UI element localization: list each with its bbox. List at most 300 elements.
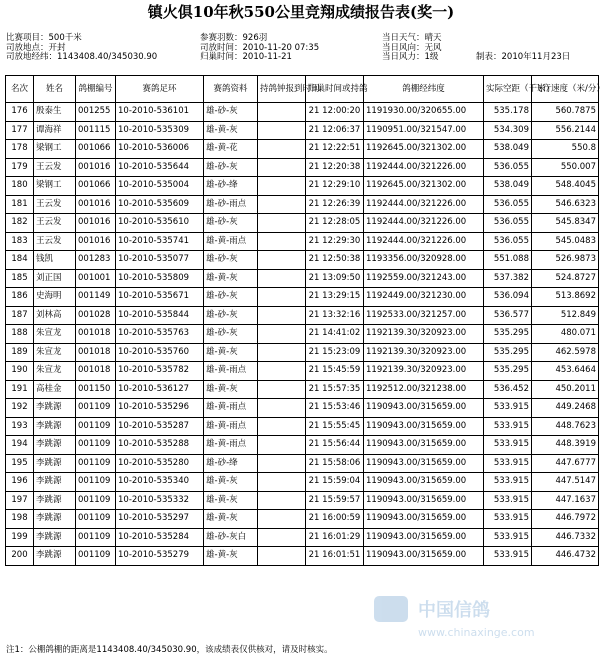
cell-speed: 512.849: [532, 306, 599, 325]
header-rank: 名次: [6, 76, 34, 103]
header-clock-time: 持鸽钟报到时间: [258, 76, 306, 103]
cell-clock-time: [258, 214, 306, 233]
cell-distance: 536.055: [484, 158, 532, 177]
cell-ring: 10-2010-535844: [116, 306, 204, 325]
cell-return-time: 21 15:45:59: [306, 362, 364, 381]
cell-loft-id: 001109: [76, 417, 116, 436]
table-row: [6, 417, 599, 436]
cell-name: 王云发: [34, 195, 76, 214]
cell-ring: 10-2010-535287: [116, 417, 204, 436]
cell-ring: 10-2010-535279: [116, 547, 204, 566]
footer-note: 注1：公棚鸽棚的距离是1143408.40/345030.90，该成绩表仅供核对，请及时核实。: [6, 645, 333, 655]
cell-distance: 536.055: [484, 214, 532, 233]
cell-bird-info: 雄-砂-绛: [204, 454, 258, 473]
cell-coords: 1190943.00/315659.00: [364, 547, 484, 566]
cell-return-time: 21 14:41:02: [306, 325, 364, 344]
cell-name: 梁钢工: [34, 177, 76, 196]
cell-rank: 200: [6, 547, 34, 566]
cell-ring: 10-2010-535332: [116, 491, 204, 510]
meta-wind-force: 当日风力：1级: [382, 52, 439, 62]
cell-rank: 191: [6, 380, 34, 399]
cell-distance: 535.295: [484, 325, 532, 344]
cell-speed: 550.8: [532, 140, 599, 159]
cell-speed: 545.8347: [532, 214, 599, 233]
cell-clock-time: [258, 343, 306, 362]
cell-rank: 179: [6, 158, 34, 177]
cell-clock-time: [258, 269, 306, 288]
cell-distance: 536.452: [484, 380, 532, 399]
table-row: [6, 473, 599, 492]
cell-loft-id: 001283: [76, 251, 116, 270]
cell-coords: 1190943.00/315659.00: [364, 454, 484, 473]
cell-rank: 184: [6, 251, 34, 270]
cell-coords: 1190943.00/315659.00: [364, 417, 484, 436]
cell-return-time: 21 15:23:09: [306, 343, 364, 362]
cell-name: 刘林高: [34, 306, 76, 325]
cell-ring: 10-2010-535296: [116, 399, 204, 418]
cell-return-time: 21 12:22:51: [306, 140, 364, 159]
cell-speed: 447.1637: [532, 491, 599, 510]
cell-return-time: 21 16:01:51: [306, 547, 364, 566]
cell-rank: 194: [6, 436, 34, 455]
cell-ring: 10-2010-535763: [116, 325, 204, 344]
table-row: [6, 362, 599, 381]
cell-distance: 551.088: [484, 251, 532, 270]
report-title: 镇火俱10年秋550公里竞翔成绩报告表(奖一): [147, 3, 455, 21]
cell-loft-id: 001149: [76, 288, 116, 307]
cell-return-time: 21 13:29:15: [306, 288, 364, 307]
cell-coords: 1192139.30/320923.00: [364, 343, 484, 362]
meta-made-date: 制表：2010年11月23日: [476, 52, 571, 62]
cell-name: 谭海祥: [34, 121, 76, 140]
cell-distance: 536.094: [484, 288, 532, 307]
cell-return-time: 21 15:59:04: [306, 473, 364, 492]
cell-rank: 199: [6, 528, 34, 547]
cell-bird-info: 雄-砂-灰: [204, 251, 258, 270]
table-row: [6, 547, 599, 566]
cell-distance: 533.915: [484, 547, 532, 566]
cell-clock-time: [258, 417, 306, 436]
table-row: [6, 306, 599, 325]
cell-clock-time: [258, 158, 306, 177]
cell-name: 王云发: [34, 232, 76, 251]
cell-bird-info: 雄-黄-灰: [204, 510, 258, 529]
table-row: [6, 510, 599, 529]
cell-distance: 537.382: [484, 269, 532, 288]
cell-bird-info: 雄-砂-灰: [204, 214, 258, 233]
cell-loft-id: 001016: [76, 214, 116, 233]
cell-distance: 538.049: [484, 140, 532, 159]
cell-clock-time: [258, 362, 306, 381]
cell-rank: 177: [6, 121, 34, 140]
cell-bird-info: 雄-黄-灰: [204, 473, 258, 492]
cell-name: 朱宣龙: [34, 325, 76, 344]
cell-coords: 1190943.00/315659.00: [364, 528, 484, 547]
svg-text:中国信鸽: 中国信鸽: [418, 600, 490, 621]
cell-loft-id: 001066: [76, 177, 116, 196]
cell-return-time: 21 15:57:35: [306, 380, 364, 399]
cell-speed: 524.8727: [532, 269, 599, 288]
cell-distance: 533.915: [484, 417, 532, 436]
cell-loft-id: 001016: [76, 158, 116, 177]
cell-coords: 1192444.00/321226.00: [364, 158, 484, 177]
cell-rank: 178: [6, 140, 34, 159]
table-row: [6, 121, 599, 140]
cell-rank: 180: [6, 177, 34, 196]
cell-loft-id: 001016: [76, 232, 116, 251]
meta-wind-direction: 当日风向：无风: [382, 42, 442, 53]
cell-distance: 533.915: [484, 491, 532, 510]
cell-ring: 10-2010-536127: [116, 380, 204, 399]
cell-speed: 556.2144: [532, 121, 599, 140]
cell-rank: 192: [6, 399, 34, 418]
cell-distance: 536.055: [484, 195, 532, 214]
cell-ring: 10-2010-535297: [116, 510, 204, 529]
cell-distance: 535.178: [484, 103, 532, 122]
cell-loft-id: 001109: [76, 510, 116, 529]
cell-return-time: 21 13:09:50: [306, 269, 364, 288]
cell-bird-info: 雄-砂-灰: [204, 158, 258, 177]
cell-bird-info: 雄-黄-灰: [204, 491, 258, 510]
cell-rank: 197: [6, 491, 34, 510]
cell-loft-id: 001255: [76, 103, 116, 122]
cell-speed: 447.6777: [532, 454, 599, 473]
cell-return-time: 21 12:06:37: [306, 121, 364, 140]
cell-speed: 462.5978: [532, 343, 599, 362]
cell-bird-info: 雄-黄-灰: [204, 380, 258, 399]
table-row: [6, 177, 599, 196]
header-coords: 鸽棚经纬度: [364, 76, 484, 103]
cell-loft-id: 001066: [76, 140, 116, 159]
cell-clock-time: [258, 473, 306, 492]
results-table: [5, 75, 605, 566]
cell-rank: 183: [6, 232, 34, 251]
cell-coords: 1192444.00/321226.00: [364, 232, 484, 251]
cell-ring: 10-2010-535288: [116, 436, 204, 455]
table-row: [6, 195, 599, 214]
cell-ring: 10-2010-535340: [116, 473, 204, 492]
cell-return-time: 21 15:53:46: [306, 399, 364, 418]
cell-clock-time: [258, 251, 306, 270]
cell-distance: 533.915: [484, 399, 532, 418]
cell-loft-id: 001018: [76, 362, 116, 381]
table-row: [6, 325, 599, 344]
cell-distance: 535.295: [484, 343, 532, 362]
header-ring: 赛鸽足环: [116, 76, 204, 103]
cell-clock-time: [258, 232, 306, 251]
cell-bird-info: 雄-砂-绛: [204, 177, 258, 196]
cell-loft-id: 001109: [76, 399, 116, 418]
cell-distance: 533.915: [484, 454, 532, 473]
cell-clock-time: [258, 121, 306, 140]
cell-coords: 1192139.30/320923.00: [364, 325, 484, 344]
cell-bird-info: 雄-黄-雨点: [204, 232, 258, 251]
cell-ring: 10-2010-535609: [116, 195, 204, 214]
table-row: [6, 232, 599, 251]
cell-name: 史海明: [34, 288, 76, 307]
cell-loft-id: 001150: [76, 380, 116, 399]
cell-coords: 1190943.00/315659.00: [364, 399, 484, 418]
header-distance: 实际空距（千米）: [484, 76, 532, 103]
cell-distance: 533.915: [484, 473, 532, 492]
cell-coords: 1193356.00/320928.00: [364, 251, 484, 270]
cell-name: 殷泰生: [34, 103, 76, 122]
cell-rank: 193: [6, 417, 34, 436]
cell-bird-info: 雄-黄-雨点: [204, 417, 258, 436]
cell-speed: 446.7332: [532, 528, 599, 547]
cell-distance: 533.915: [484, 528, 532, 547]
cell-name: 钱凯: [34, 251, 76, 270]
cell-ring: 10-2010-535280: [116, 454, 204, 473]
cell-speed: 526.9873: [532, 251, 599, 270]
cell-return-time: 21 16:00:59: [306, 510, 364, 529]
cell-return-time: 21 15:59:57: [306, 491, 364, 510]
cell-clock-time: [258, 491, 306, 510]
cell-speed: 447.5147: [532, 473, 599, 492]
cell-bird-info: 雄-黄-灰: [204, 547, 258, 566]
header-name: 姓名: [34, 76, 76, 103]
meta-return-date: 归巢时间：2010-11-21: [200, 52, 292, 62]
table-row: [6, 140, 599, 159]
cell-return-time: 21 12:20:38: [306, 158, 364, 177]
cell-name: 刘正国: [34, 269, 76, 288]
cell-name: 李跳源: [34, 547, 76, 566]
cell-clock-time: [258, 547, 306, 566]
cell-rank: 198: [6, 510, 34, 529]
cell-coords: 1191930.00/320655.00: [364, 103, 484, 122]
cell-ring: 10-2010-535309: [116, 121, 204, 140]
cell-speed: 450.2011: [532, 380, 599, 399]
header-return-time: 归巢时间或持鸽: [306, 76, 364, 103]
cell-ring: 10-2010-535782: [116, 362, 204, 381]
cell-clock-time: [258, 177, 306, 196]
cell-coords: 1192533.00/321257.00: [364, 306, 484, 325]
cell-bird-info: 雄-砂-灰: [204, 103, 258, 122]
cell-coords: 1192444.00/321226.00: [364, 214, 484, 233]
cell-ring: 10-2010-535741: [116, 232, 204, 251]
cell-bird-info: 雄-砂-灰白: [204, 528, 258, 547]
cell-coords: 1190943.00/315659.00: [364, 491, 484, 510]
table-row: [6, 528, 599, 547]
cell-rank: 195: [6, 454, 34, 473]
cell-name: 朱宣龙: [34, 343, 76, 362]
cell-coords: 1192139.30/320923.00: [364, 362, 484, 381]
cell-distance: 533.915: [484, 510, 532, 529]
cell-loft-id: 001001: [76, 269, 116, 288]
cell-distance: 534.309: [484, 121, 532, 140]
meta-weather: 当日天气：晴天: [382, 33, 442, 43]
cell-name: 李跳源: [34, 454, 76, 473]
header-bird-info: 赛鸽资料: [204, 76, 258, 103]
cell-name: 梁钢工: [34, 140, 76, 159]
cell-speed: 545.0483: [532, 232, 599, 251]
meta-event: 比赛项目：500千米: [6, 33, 82, 43]
table-row: [6, 454, 599, 473]
cell-bird-info: 雄-砂-灰: [204, 306, 258, 325]
cell-rank: 176: [6, 103, 34, 122]
cell-clock-time: [258, 306, 306, 325]
table-row: [6, 103, 599, 122]
cell-speed: 480.071: [532, 325, 599, 344]
cell-bird-info: 雄-砂-雨点: [204, 195, 258, 214]
cell-loft-id: 001109: [76, 473, 116, 492]
header-loft-id: 鸽棚编号: [76, 76, 116, 103]
cell-rank: 181: [6, 195, 34, 214]
cell-ring: 10-2010-535077: [116, 251, 204, 270]
cell-clock-time: [258, 140, 306, 159]
cell-return-time: 21 15:55:45: [306, 417, 364, 436]
meta-release-coords: 司放地经纬：1143408.40/345030.90: [6, 52, 158, 62]
cell-return-time: 21 12:28:05: [306, 214, 364, 233]
table-row: [6, 380, 599, 399]
cell-loft-id: 001018: [76, 343, 116, 362]
cell-rank: 196: [6, 473, 34, 492]
table-row: [6, 436, 599, 455]
cell-name: 王云发: [34, 214, 76, 233]
cell-coords: 1192449.00/321230.00: [364, 288, 484, 307]
cell-name: 李跳源: [34, 436, 76, 455]
cell-name: 王云发: [34, 158, 76, 177]
cell-speed: 560.7875: [532, 103, 599, 122]
cell-coords: 1192559.00/321243.00: [364, 269, 484, 288]
cell-ring: 10-2010-535284: [116, 528, 204, 547]
cell-rank: 187: [6, 306, 34, 325]
cell-bird-info: 雄-黄-花: [204, 140, 258, 159]
cell-ring: 10-2010-536006: [116, 140, 204, 159]
cell-speed: 448.7623: [532, 417, 599, 436]
table-row: [6, 251, 599, 270]
cell-clock-time: [258, 510, 306, 529]
cell-bird-info: 雄-砂-灰: [204, 325, 258, 344]
cell-name: 李跳源: [34, 473, 76, 492]
cell-loft-id: 001018: [76, 325, 116, 344]
cell-distance: 538.049: [484, 177, 532, 196]
cell-rank: 188: [6, 325, 34, 344]
cell-bird-info: 雄-黄-灰: [204, 269, 258, 288]
table-row: [6, 288, 599, 307]
cell-loft-id: 001028: [76, 306, 116, 325]
cell-speed: 446.4732: [532, 547, 599, 566]
cell-ring: 10-2010-535610: [116, 214, 204, 233]
cell-loft-id: 001109: [76, 436, 116, 455]
cell-bird-info: 雄-黄-雨点: [204, 362, 258, 381]
cell-loft-id: 001016: [76, 195, 116, 214]
cell-return-time: 21 12:29:10: [306, 177, 364, 196]
cell-coords: 1192444.00/321226.00: [364, 195, 484, 214]
cell-loft-id: 001109: [76, 528, 116, 547]
cell-speed: 448.3919: [532, 436, 599, 455]
cell-clock-time: [258, 436, 306, 455]
cell-clock-time: [258, 325, 306, 344]
cell-distance: 536.055: [484, 232, 532, 251]
table-row: [6, 214, 599, 233]
cell-ring: 10-2010-535760: [116, 343, 204, 362]
cell-clock-time: [258, 103, 306, 122]
cell-ring: 10-2010-535671: [116, 288, 204, 307]
watermark-url: www.chinaxinge.com: [418, 626, 535, 639]
cell-return-time: 21 15:58:06: [306, 454, 364, 473]
cell-name: 李跳源: [34, 491, 76, 510]
cell-ring: 10-2010-535644: [116, 158, 204, 177]
cell-return-time: 21 12:29:30: [306, 232, 364, 251]
cell-clock-time: [258, 454, 306, 473]
cell-rank: 190: [6, 362, 34, 381]
cell-coords: 1192645.00/321302.00: [364, 177, 484, 196]
cell-name: 李跳源: [34, 399, 76, 418]
cell-coords: 1192512.00/321238.00: [364, 380, 484, 399]
table-row: [6, 343, 599, 362]
cell-ring: 10-2010-535809: [116, 269, 204, 288]
header-speed: 飞行速度（米/分）: [532, 76, 599, 103]
cell-ring: 10-2010-536101: [116, 103, 204, 122]
meta-middle: [200, 34, 319, 63]
cell-bird-info: 雄-黄-雨点: [204, 436, 258, 455]
cell-speed: 548.4045: [532, 177, 599, 196]
cell-speed: 446.7972: [532, 510, 599, 529]
cell-clock-time: [258, 528, 306, 547]
cell-name: 李跳源: [34, 510, 76, 529]
cell-name: 朱宣龙: [34, 362, 76, 381]
cell-bird-info: 雄-黄-灰: [204, 121, 258, 140]
cell-rank: 189: [6, 343, 34, 362]
cell-speed: 513.8692: [532, 288, 599, 307]
cell-clock-time: [258, 195, 306, 214]
cell-bird-info: 雄-黄-灰: [204, 343, 258, 362]
cell-rank: 186: [6, 288, 34, 307]
cell-loft-id: 001109: [76, 454, 116, 473]
cell-bird-info: 雄-黄-雨点: [204, 399, 258, 418]
cell-distance: 533.915: [484, 436, 532, 455]
table-header-row: [6, 76, 599, 103]
cell-return-time: 21 13:32:16: [306, 306, 364, 325]
cell-coords: 1192645.00/321302.00: [364, 140, 484, 159]
cell-distance: 536.577: [484, 306, 532, 325]
cell-bird-info: 雄-砂-灰: [204, 288, 258, 307]
cell-return-time: 21 15:56:44: [306, 436, 364, 455]
cell-clock-time: [258, 288, 306, 307]
cell-clock-time: [258, 399, 306, 418]
cell-loft-id: 001115: [76, 121, 116, 140]
cell-name: 李跳源: [34, 417, 76, 436]
cell-coords: 1190951.00/321547.00: [364, 121, 484, 140]
meta-release-site: 司放地点：开封: [6, 42, 66, 53]
meta-entries: 参赛羽数：926羽: [200, 33, 268, 43]
cell-return-time: 21 12:00:20: [306, 103, 364, 122]
table-row: [6, 399, 599, 418]
table-row: [6, 158, 599, 177]
cell-name: 李跳源: [34, 528, 76, 547]
cell-speed: 449.2468: [532, 399, 599, 418]
cell-return-time: 21 12:26:39: [306, 195, 364, 214]
meta-right: [382, 34, 442, 63]
cell-coords: 1190943.00/315659.00: [364, 436, 484, 455]
meta-left: [6, 34, 157, 63]
cell-speed: 546.6323: [532, 195, 599, 214]
cell-loft-id: 001109: [76, 491, 116, 510]
table-row: [6, 491, 599, 510]
cell-ring: 10-2010-535004: [116, 177, 204, 196]
site-watermark: [372, 592, 582, 642]
cell-loft-id: 001109: [76, 547, 116, 566]
cell-distance: 535.295: [484, 362, 532, 381]
cell-coords: 1190943.00/315659.00: [364, 473, 484, 492]
cell-rank: 182: [6, 214, 34, 233]
cell-coords: 1190943.00/315659.00: [364, 510, 484, 529]
cell-clock-time: [258, 380, 306, 399]
cell-return-time: 21 12:50:38: [306, 251, 364, 270]
meta-release-time: 司放时间：2010-11-20 07:35: [200, 42, 320, 53]
cell-name: 高桂金: [34, 380, 76, 399]
